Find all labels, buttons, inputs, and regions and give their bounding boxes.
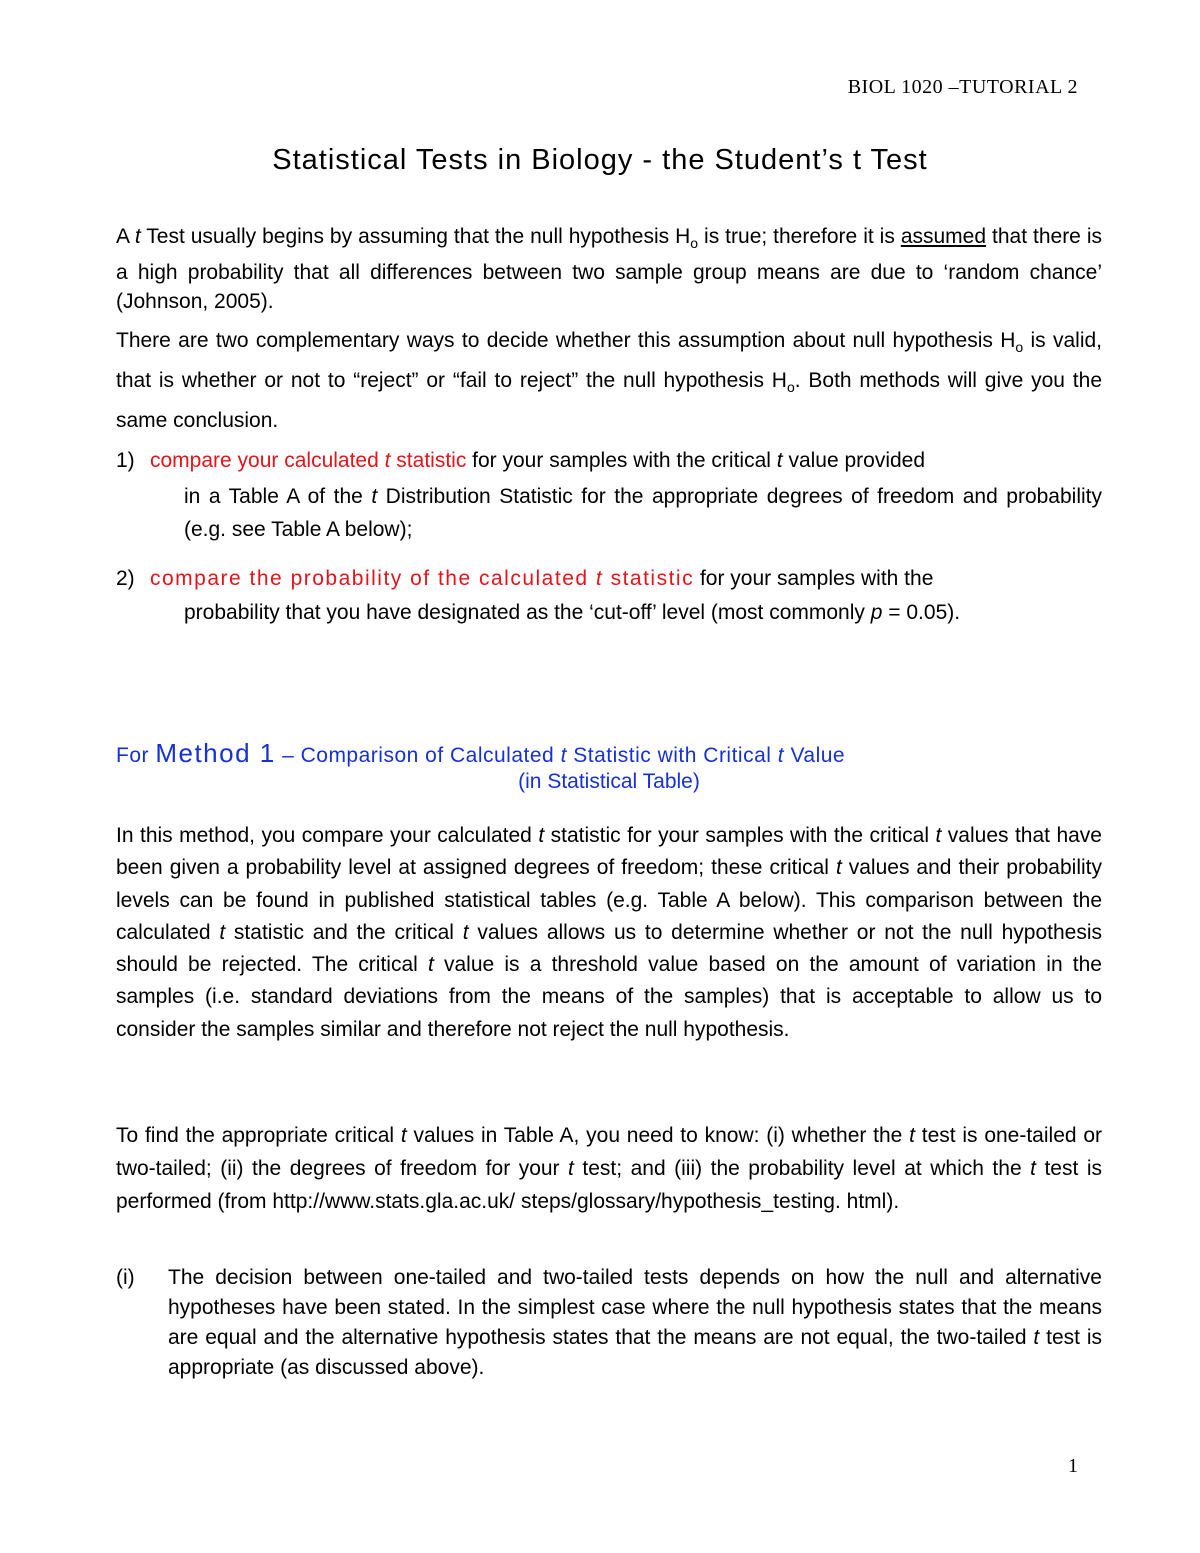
methods-intro-paragraph: There are two complementary ways to decide whether this assumption about null hypothesis $H_o$ is valid, that is whether or not to “reject” or “fail to reject” the null hypothesis $H_o$. Both methods will give you the same conclusion. — [116, 329, 1102, 433]
list-item-method-1 — [116, 444, 1102, 544]
section-heading — [116, 738, 1102, 804]
highlighted-method: compare the probability of the calculated t statistic — [150, 567, 695, 590]
page-title: Statistical Tests in Biology - the Student’s t Test — [272, 144, 928, 176]
list-item-one-two-tailed — [116, 1263, 1102, 1393]
list-number: 1) — [116, 449, 135, 472]
list-number: (i) — [116, 1266, 135, 1289]
running-header: BIOL 1020 –TUTORIAL 2 — [847, 76, 1078, 98]
list-item-first-line: compare your calculated t statistic for your samples with the critical t value provided — [150, 449, 926, 472]
method1-paragraph: In this method, you compare your calculated t statistic for your samples with the critical t values that have been given a probability level at assigned degrees of freedom; these critical t values and their probability levels can be found in published statistical tables (e.g. Table A below). This comparison between the calculated t statistic and the critical t values allows us to determine whether or not the null hypothesis should be rejected. The critical t value is a threshold value based on the amount of variation in the samples (i.e. standard deviations from the means of the samples) that is acceptable to allow us to consider the samples similar and therefore not reject the null hypothesis. — [116, 824, 1102, 1041]
highlighted-method: compare your calculated t statistic — [150, 449, 467, 472]
section-heading-subtitle: (in Statistical Table) — [518, 770, 700, 793]
intro-paragraph: A t Test usually begins by assuming that the null hypothesis $H_o$ is true; therefore it is assumed that there is a high probability that all differences between two sample group means are due to ‘random chance’ (Johnson, 2005). — [116, 225, 1102, 314]
list-item-continuation: probability that you have designated as the ‘cut-off’ level (most commonly p = 0.05). — [184, 601, 961, 624]
list-item-continuation: in a Table A of the t Distribution Statistic for the appropriate degrees of freedom and probability (e.g. see Table A below); — [184, 485, 1102, 541]
list-number: 2) — [116, 567, 135, 590]
list-item-first-line: compare the probability of the calculated t statistic for your samples with the — [150, 567, 934, 590]
page-number: 1 — [1068, 1455, 1078, 1477]
find-critical-values-paragraph: To find the appropriate critical t values in Table A, you need to know: (i) whether the t test is one-tailed or two-tailed; (ii) the degrees of freedom for your t test; and (iii) the probability level at which the t test is performed (from http://www.stats.gla.ac.uk/ steps/glossary/hypothesis_testing. html). — [116, 1124, 1103, 1213]
section-heading-title: For Method 1 – Comparison of Calculated t Statistic with Critical t Value — [116, 738, 846, 768]
list-item-body: The decision between one-tailed and two-tailed tests depends on how the null and alternative hypotheses have been stated. In the simplest case where the null hypothesis states that the means are equal and the alternative hypothesis states that the means are not equal, the two-tailed t test is appropriate (as discussed above). — [168, 1266, 1103, 1379]
list-item-method-2 — [116, 562, 1102, 632]
assumed-underlined: assumed — [900, 225, 987, 248]
